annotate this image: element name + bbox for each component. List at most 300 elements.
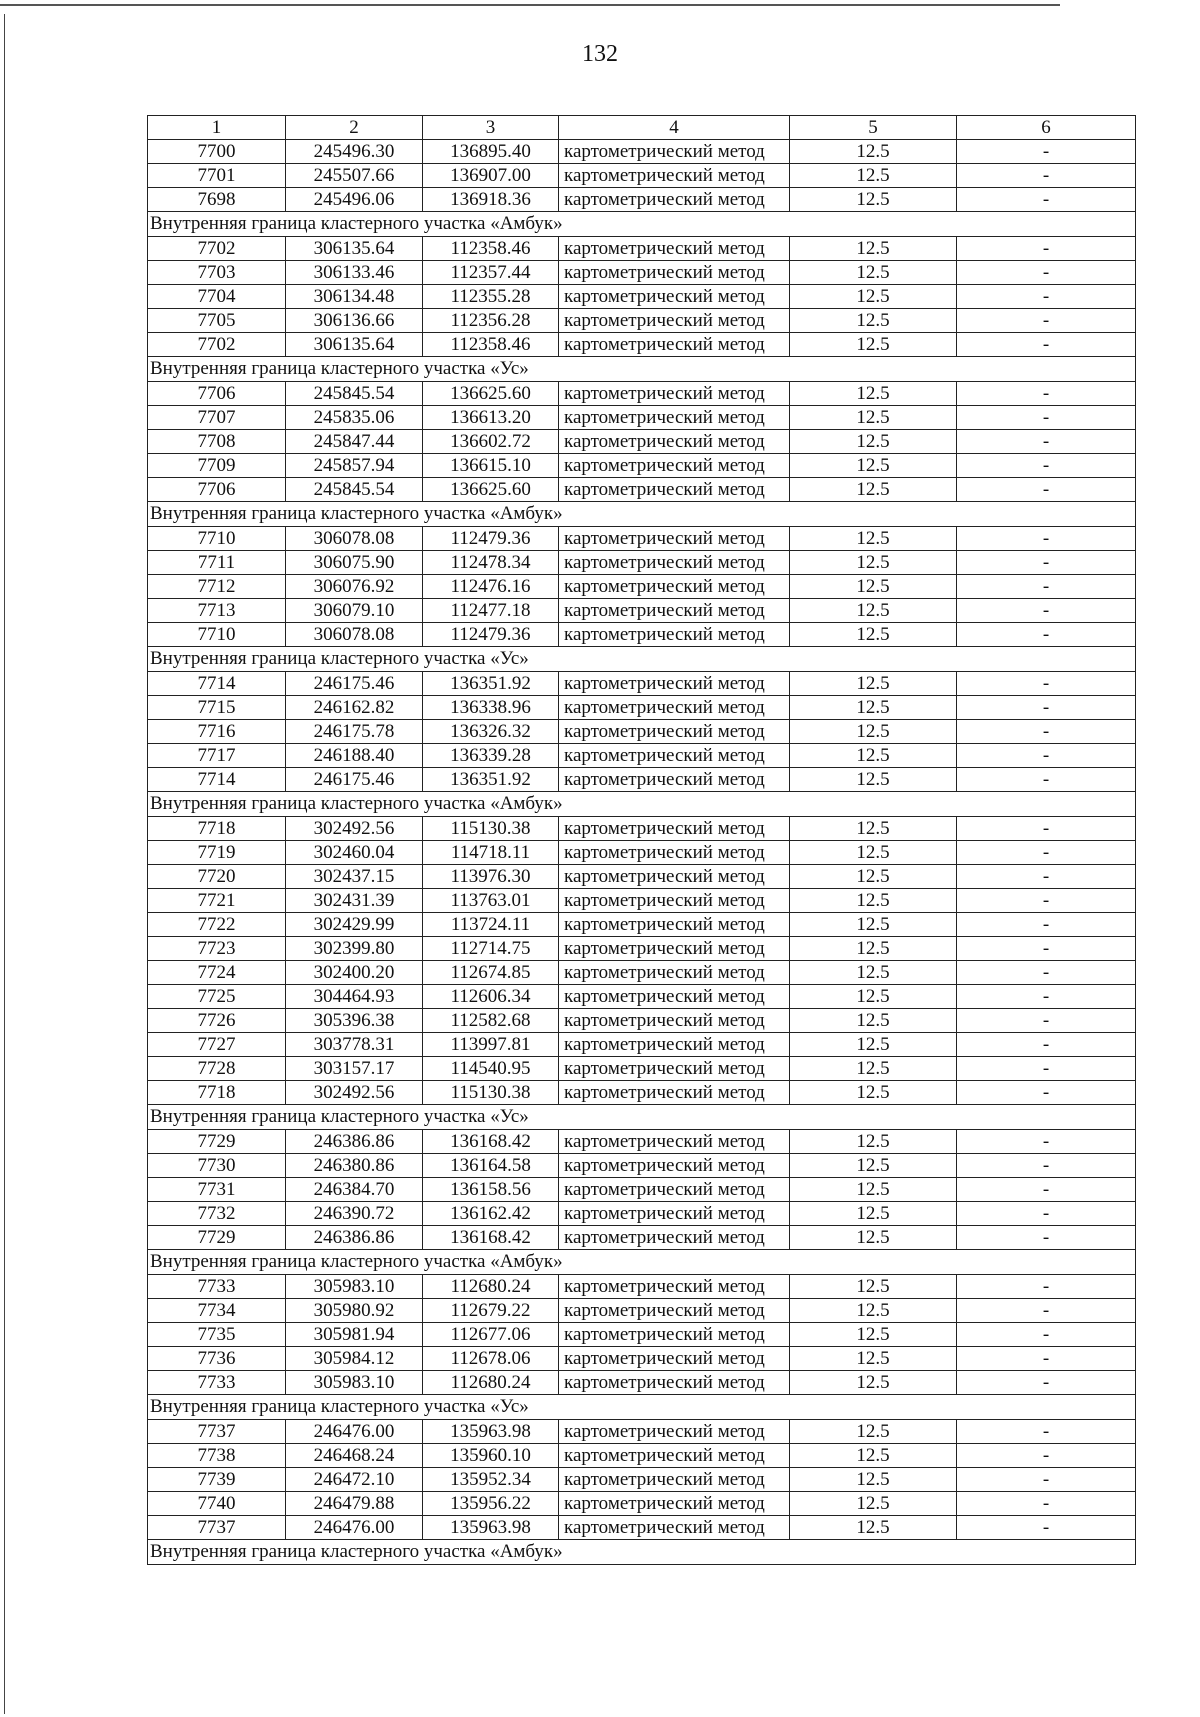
method-cell: картометрический метод	[559, 889, 790, 913]
point-number-cell: 7727	[148, 1033, 286, 1057]
method-cell: картометрический метод	[559, 1444, 790, 1468]
point-number-cell: 7718	[148, 1081, 286, 1105]
note-cell: -	[957, 1202, 1136, 1226]
x-coordinate-cell: 246175.46	[286, 672, 423, 696]
y-coordinate-cell: 112477.18	[423, 599, 559, 623]
point-number-cell: 7725	[148, 985, 286, 1009]
table-row	[148, 599, 1136, 623]
table-row	[148, 1009, 1136, 1033]
point-number-cell: 7717	[148, 744, 286, 768]
point-number-cell: 7709	[148, 454, 286, 478]
y-coordinate-cell: 115130.38	[423, 817, 559, 841]
y-coordinate-cell: 112479.36	[423, 527, 559, 551]
method-cell: картометрический метод	[559, 1033, 790, 1057]
y-coordinate-cell: 136907.00	[423, 164, 559, 188]
method-cell: картометрический метод	[559, 623, 790, 647]
x-coordinate-cell: 306078.08	[286, 623, 423, 647]
x-coordinate-cell: 246384.70	[286, 1178, 423, 1202]
y-coordinate-cell: 136164.58	[423, 1154, 559, 1178]
y-coordinate-cell: 136351.92	[423, 672, 559, 696]
method-cell: картометрический метод	[559, 672, 790, 696]
accuracy-cell: 12.5	[790, 188, 957, 212]
table-row	[148, 406, 1136, 430]
method-cell: картометрический метод	[559, 1202, 790, 1226]
method-cell: картометрический метод	[559, 1468, 790, 1492]
coordinates-table	[147, 115, 1136, 1565]
accuracy-cell: 12.5	[790, 1492, 957, 1516]
method-cell: картометрический метод	[559, 1347, 790, 1371]
point-number-cell: 7711	[148, 551, 286, 575]
table-row	[148, 333, 1136, 357]
note-cell: -	[957, 913, 1136, 937]
note-cell: -	[957, 1347, 1136, 1371]
accuracy-cell: 12.5	[790, 623, 957, 647]
table-row	[148, 1033, 1136, 1057]
y-coordinate-cell: 136615.10	[423, 454, 559, 478]
table-row	[148, 1516, 1136, 1540]
table-row	[148, 1130, 1136, 1154]
x-coordinate-cell: 246472.10	[286, 1468, 423, 1492]
note-cell: -	[957, 1371, 1136, 1395]
point-number-cell: 7735	[148, 1323, 286, 1347]
table-row	[148, 817, 1136, 841]
point-number-cell: 7702	[148, 333, 286, 357]
x-coordinate-cell: 245835.06	[286, 406, 423, 430]
accuracy-cell: 12.5	[790, 1130, 957, 1154]
method-cell: картометрический метод	[559, 841, 790, 865]
note-cell: -	[957, 188, 1136, 212]
y-coordinate-cell: 114718.11	[423, 841, 559, 865]
note-cell: -	[957, 237, 1136, 261]
section-label: Внутренняя граница кластерного участка «Амбук»	[148, 1540, 1136, 1565]
accuracy-cell: 12.5	[790, 382, 957, 406]
method-cell: картометрический метод	[559, 937, 790, 961]
table-row	[148, 696, 1136, 720]
accuracy-cell: 12.5	[790, 720, 957, 744]
point-number-cell: 7737	[148, 1516, 286, 1540]
x-coordinate-cell: 246476.00	[286, 1516, 423, 1540]
table-row	[148, 1226, 1136, 1250]
note-cell: -	[957, 261, 1136, 285]
point-number-cell: 7701	[148, 164, 286, 188]
table-row	[148, 1275, 1136, 1299]
accuracy-cell: 12.5	[790, 1516, 957, 1540]
accuracy-cell: 12.5	[790, 551, 957, 575]
x-coordinate-cell: 246468.24	[286, 1444, 423, 1468]
note-cell: -	[957, 961, 1136, 985]
x-coordinate-cell: 305980.92	[286, 1299, 423, 1323]
table-row	[148, 551, 1136, 575]
point-number-cell: 7731	[148, 1178, 286, 1202]
x-coordinate-cell: 302492.56	[286, 1081, 423, 1105]
point-number-cell: 7710	[148, 623, 286, 647]
note-cell: -	[957, 889, 1136, 913]
page-number: 132	[582, 41, 618, 67]
method-cell: картометрический метод	[559, 237, 790, 261]
table-row	[148, 841, 1136, 865]
y-coordinate-cell: 112677.06	[423, 1323, 559, 1347]
x-coordinate-cell: 246390.72	[286, 1202, 423, 1226]
scan-top-edge	[0, 4, 1060, 6]
note-cell: -	[957, 406, 1136, 430]
coordinates-table-body	[148, 116, 1136, 1565]
note-cell: -	[957, 1420, 1136, 1444]
accuracy-cell: 12.5	[790, 1299, 957, 1323]
point-number-cell: 7736	[148, 1347, 286, 1371]
method-cell: картометрический метод	[559, 309, 790, 333]
method-cell: картометрический метод	[559, 333, 790, 357]
table-row	[148, 913, 1136, 937]
x-coordinate-cell: 245845.54	[286, 382, 423, 406]
method-cell: картометрический метод	[559, 1057, 790, 1081]
x-coordinate-cell: 246162.82	[286, 696, 423, 720]
note-cell: -	[957, 382, 1136, 406]
note-cell: -	[957, 285, 1136, 309]
table-row	[148, 309, 1136, 333]
table-row	[148, 768, 1136, 792]
x-coordinate-cell: 245496.06	[286, 188, 423, 212]
note-cell: -	[957, 430, 1136, 454]
note-cell: -	[957, 1033, 1136, 1057]
point-number-cell: 7719	[148, 841, 286, 865]
point-number-cell: 7713	[148, 599, 286, 623]
x-coordinate-cell: 303157.17	[286, 1057, 423, 1081]
accuracy-cell: 12.5	[790, 309, 957, 333]
point-number-cell: 7718	[148, 817, 286, 841]
y-coordinate-cell: 136168.42	[423, 1130, 559, 1154]
x-coordinate-cell: 306135.64	[286, 237, 423, 261]
method-cell: картометрический метод	[559, 1299, 790, 1323]
point-number-cell: 7706	[148, 382, 286, 406]
table-row	[148, 1154, 1136, 1178]
table-row	[148, 961, 1136, 985]
method-cell: картометрический метод	[559, 1420, 790, 1444]
method-cell: картометрический метод	[559, 575, 790, 599]
table-row	[148, 672, 1136, 696]
accuracy-cell: 12.5	[790, 454, 957, 478]
accuracy-cell: 12.5	[790, 164, 957, 188]
method-cell: картометрический метод	[559, 696, 790, 720]
point-number-cell: 7708	[148, 430, 286, 454]
section-label: Внутренняя граница кластерного участка «Ус»	[148, 1105, 1136, 1130]
x-coordinate-cell: 302400.20	[286, 961, 423, 985]
x-coordinate-cell: 246476.00	[286, 1420, 423, 1444]
section-label: Внутренняя граница кластерного участка «Ус»	[148, 1395, 1136, 1420]
section-header-row	[148, 502, 1136, 527]
note-cell: -	[957, 937, 1136, 961]
table-row	[148, 623, 1136, 647]
table-row	[148, 188, 1136, 212]
section-label: Внутренняя граница кластерного участка «Амбук»	[148, 502, 1136, 527]
note-cell: -	[957, 551, 1136, 575]
y-coordinate-cell: 112606.34	[423, 985, 559, 1009]
point-number-cell: 7714	[148, 768, 286, 792]
point-number-cell: 7720	[148, 865, 286, 889]
accuracy-cell: 12.5	[790, 1420, 957, 1444]
point-number-cell: 7702	[148, 237, 286, 261]
x-coordinate-cell: 306075.90	[286, 551, 423, 575]
x-coordinate-cell: 246175.46	[286, 768, 423, 792]
y-coordinate-cell: 112674.85	[423, 961, 559, 985]
x-coordinate-cell: 246386.86	[286, 1226, 423, 1250]
method-cell: картометрический метод	[559, 261, 790, 285]
x-coordinate-cell: 246386.86	[286, 1130, 423, 1154]
method-cell: картометрический метод	[559, 1226, 790, 1250]
method-cell: картометрический метод	[559, 164, 790, 188]
x-coordinate-cell: 302492.56	[286, 817, 423, 841]
note-cell: -	[957, 478, 1136, 502]
x-coordinate-cell: 302437.15	[286, 865, 423, 889]
method-cell: картометрический метод	[559, 430, 790, 454]
note-cell: -	[957, 1516, 1136, 1540]
section-label: Внутренняя граница кластерного участка «Амбук»	[148, 792, 1136, 817]
accuracy-cell: 12.5	[790, 1323, 957, 1347]
section-header-row	[148, 357, 1136, 382]
y-coordinate-cell: 113997.81	[423, 1033, 559, 1057]
accuracy-cell: 12.5	[790, 672, 957, 696]
accuracy-cell: 12.5	[790, 599, 957, 623]
accuracy-cell: 12.5	[790, 1202, 957, 1226]
point-number-cell: 7724	[148, 961, 286, 985]
table-row	[148, 1081, 1136, 1105]
section-label: Внутренняя граница кластерного участка «Ус»	[148, 647, 1136, 672]
note-cell: -	[957, 140, 1136, 164]
x-coordinate-cell: 306134.48	[286, 285, 423, 309]
note-cell: -	[957, 1009, 1136, 1033]
accuracy-cell: 12.5	[790, 768, 957, 792]
y-coordinate-cell: 136895.40	[423, 140, 559, 164]
note-cell: -	[957, 599, 1136, 623]
note-cell: -	[957, 672, 1136, 696]
y-coordinate-cell: 112680.24	[423, 1275, 559, 1299]
point-number-cell: 7737	[148, 1420, 286, 1444]
accuracy-cell: 12.5	[790, 961, 957, 985]
note-cell: -	[957, 1492, 1136, 1516]
point-number-cell: 7733	[148, 1371, 286, 1395]
point-number-cell: 7698	[148, 188, 286, 212]
column-header: 1	[148, 116, 286, 140]
accuracy-cell: 12.5	[790, 744, 957, 768]
method-cell: картометрический метод	[559, 382, 790, 406]
point-number-cell: 7705	[148, 309, 286, 333]
note-cell: -	[957, 1468, 1136, 1492]
accuracy-cell: 12.5	[790, 1033, 957, 1057]
y-coordinate-cell: 136168.42	[423, 1226, 559, 1250]
table-row	[148, 285, 1136, 309]
y-coordinate-cell: 113976.30	[423, 865, 559, 889]
y-coordinate-cell: 136338.96	[423, 696, 559, 720]
table-row	[148, 985, 1136, 1009]
point-number-cell: 7721	[148, 889, 286, 913]
note-cell: -	[957, 1323, 1136, 1347]
table-row	[148, 430, 1136, 454]
y-coordinate-cell: 136339.28	[423, 744, 559, 768]
accuracy-cell: 12.5	[790, 1154, 957, 1178]
table-row	[148, 889, 1136, 913]
table-row	[148, 164, 1136, 188]
method-cell: картометрический метод	[559, 1081, 790, 1105]
accuracy-cell: 12.5	[790, 140, 957, 164]
accuracy-cell: 12.5	[790, 841, 957, 865]
y-coordinate-cell: 136602.72	[423, 430, 559, 454]
y-coordinate-cell: 136162.42	[423, 1202, 559, 1226]
note-cell: -	[957, 720, 1136, 744]
column-header: 4	[559, 116, 790, 140]
point-number-cell: 7729	[148, 1130, 286, 1154]
note-cell: -	[957, 1130, 1136, 1154]
note-cell: -	[957, 1154, 1136, 1178]
point-number-cell: 7706	[148, 478, 286, 502]
point-number-cell: 7722	[148, 913, 286, 937]
accuracy-cell: 12.5	[790, 985, 957, 1009]
accuracy-cell: 12.5	[790, 937, 957, 961]
point-number-cell: 7740	[148, 1492, 286, 1516]
x-coordinate-cell: 245845.54	[286, 478, 423, 502]
point-number-cell: 7704	[148, 285, 286, 309]
x-coordinate-cell: 246380.86	[286, 1154, 423, 1178]
y-coordinate-cell: 136351.92	[423, 768, 559, 792]
section-header-row	[148, 1250, 1136, 1275]
table-row	[148, 382, 1136, 406]
method-cell: картометрический метод	[559, 1154, 790, 1178]
note-cell: -	[957, 1057, 1136, 1081]
note-cell: -	[957, 768, 1136, 792]
y-coordinate-cell: 112355.28	[423, 285, 559, 309]
method-cell: картометрический метод	[559, 768, 790, 792]
method-cell: картометрический метод	[559, 865, 790, 889]
method-cell: картометрический метод	[559, 551, 790, 575]
x-coordinate-cell: 246188.40	[286, 744, 423, 768]
method-cell: картометрический метод	[559, 1178, 790, 1202]
x-coordinate-cell: 304464.93	[286, 985, 423, 1009]
method-cell: картометрический метод	[559, 985, 790, 1009]
y-coordinate-cell: 136625.60	[423, 478, 559, 502]
method-cell: картометрический метод	[559, 454, 790, 478]
column-header: 3	[423, 116, 559, 140]
table-header-row	[148, 116, 1136, 140]
table-row	[148, 1299, 1136, 1323]
section-header-row	[148, 1395, 1136, 1420]
y-coordinate-cell: 113724.11	[423, 913, 559, 937]
point-number-cell: 7728	[148, 1057, 286, 1081]
x-coordinate-cell: 245507.66	[286, 164, 423, 188]
accuracy-cell: 12.5	[790, 1009, 957, 1033]
section-label: Внутренняя граница кластерного участка «Ус»	[148, 357, 1136, 382]
accuracy-cell: 12.5	[790, 1275, 957, 1299]
table-row	[148, 1468, 1136, 1492]
y-coordinate-cell: 112714.75	[423, 937, 559, 961]
y-coordinate-cell: 115130.38	[423, 1081, 559, 1105]
y-coordinate-cell: 112357.44	[423, 261, 559, 285]
accuracy-cell: 12.5	[790, 817, 957, 841]
y-coordinate-cell: 136613.20	[423, 406, 559, 430]
point-number-cell: 7712	[148, 575, 286, 599]
table-row	[148, 1444, 1136, 1468]
point-number-cell: 7732	[148, 1202, 286, 1226]
section-label: Внутренняя граница кластерного участка «Амбук»	[148, 212, 1136, 237]
x-coordinate-cell: 302429.99	[286, 913, 423, 937]
table-row	[148, 575, 1136, 599]
accuracy-cell: 12.5	[790, 913, 957, 937]
section-header-row	[148, 212, 1136, 237]
note-cell: -	[957, 985, 1136, 1009]
method-cell: картометрический метод	[559, 1275, 790, 1299]
y-coordinate-cell: 114540.95	[423, 1057, 559, 1081]
note-cell: -	[957, 817, 1136, 841]
y-coordinate-cell: 135963.98	[423, 1516, 559, 1540]
accuracy-cell: 12.5	[790, 1468, 957, 1492]
y-coordinate-cell: 112479.36	[423, 623, 559, 647]
accuracy-cell: 12.5	[790, 1347, 957, 1371]
y-coordinate-cell: 135952.34	[423, 1468, 559, 1492]
accuracy-cell: 12.5	[790, 333, 957, 357]
table-row	[148, 527, 1136, 551]
method-cell: картометрический метод	[559, 744, 790, 768]
y-coordinate-cell: 112358.46	[423, 237, 559, 261]
table-row	[148, 1323, 1136, 1347]
point-number-cell: 7733	[148, 1275, 286, 1299]
section-label: Внутренняя граница кластерного участка «Амбук»	[148, 1250, 1136, 1275]
x-coordinate-cell: 302399.80	[286, 937, 423, 961]
scan-left-edge	[4, 14, 5, 1714]
method-cell: картометрический метод	[559, 285, 790, 309]
accuracy-cell: 12.5	[790, 1178, 957, 1202]
y-coordinate-cell: 136625.60	[423, 382, 559, 406]
x-coordinate-cell: 305983.10	[286, 1275, 423, 1299]
note-cell: -	[957, 527, 1136, 551]
point-number-cell: 7730	[148, 1154, 286, 1178]
note-cell: -	[957, 309, 1136, 333]
method-cell: картометрический метод	[559, 1492, 790, 1516]
note-cell: -	[957, 744, 1136, 768]
y-coordinate-cell: 112679.22	[423, 1299, 559, 1323]
table-row	[148, 720, 1136, 744]
x-coordinate-cell: 303778.31	[286, 1033, 423, 1057]
method-cell: картометрический метод	[559, 406, 790, 430]
x-coordinate-cell: 305396.38	[286, 1009, 423, 1033]
y-coordinate-cell: 112678.06	[423, 1347, 559, 1371]
note-cell: -	[957, 1299, 1136, 1323]
y-coordinate-cell: 113763.01	[423, 889, 559, 913]
y-coordinate-cell: 112476.16	[423, 575, 559, 599]
table-row	[148, 237, 1136, 261]
x-coordinate-cell: 306078.08	[286, 527, 423, 551]
table-row	[148, 140, 1136, 164]
y-coordinate-cell: 136158.56	[423, 1178, 559, 1202]
point-number-cell: 7716	[148, 720, 286, 744]
x-coordinate-cell: 302431.39	[286, 889, 423, 913]
x-coordinate-cell: 306076.92	[286, 575, 423, 599]
accuracy-cell: 12.5	[790, 285, 957, 309]
point-number-cell: 7710	[148, 527, 286, 551]
method-cell: картометрический метод	[559, 188, 790, 212]
accuracy-cell: 12.5	[790, 1081, 957, 1105]
point-number-cell: 7738	[148, 1444, 286, 1468]
section-header-row	[148, 792, 1136, 817]
accuracy-cell: 12.5	[790, 865, 957, 889]
note-cell: -	[957, 1444, 1136, 1468]
accuracy-cell: 12.5	[790, 406, 957, 430]
x-coordinate-cell: 306079.10	[286, 599, 423, 623]
note-cell: -	[957, 575, 1136, 599]
y-coordinate-cell: 135960.10	[423, 1444, 559, 1468]
table-row	[148, 744, 1136, 768]
note-cell: -	[957, 333, 1136, 357]
y-coordinate-cell: 112582.68	[423, 1009, 559, 1033]
method-cell: картометрический метод	[559, 913, 790, 937]
method-cell: картометрический метод	[559, 720, 790, 744]
point-number-cell: 7703	[148, 261, 286, 285]
